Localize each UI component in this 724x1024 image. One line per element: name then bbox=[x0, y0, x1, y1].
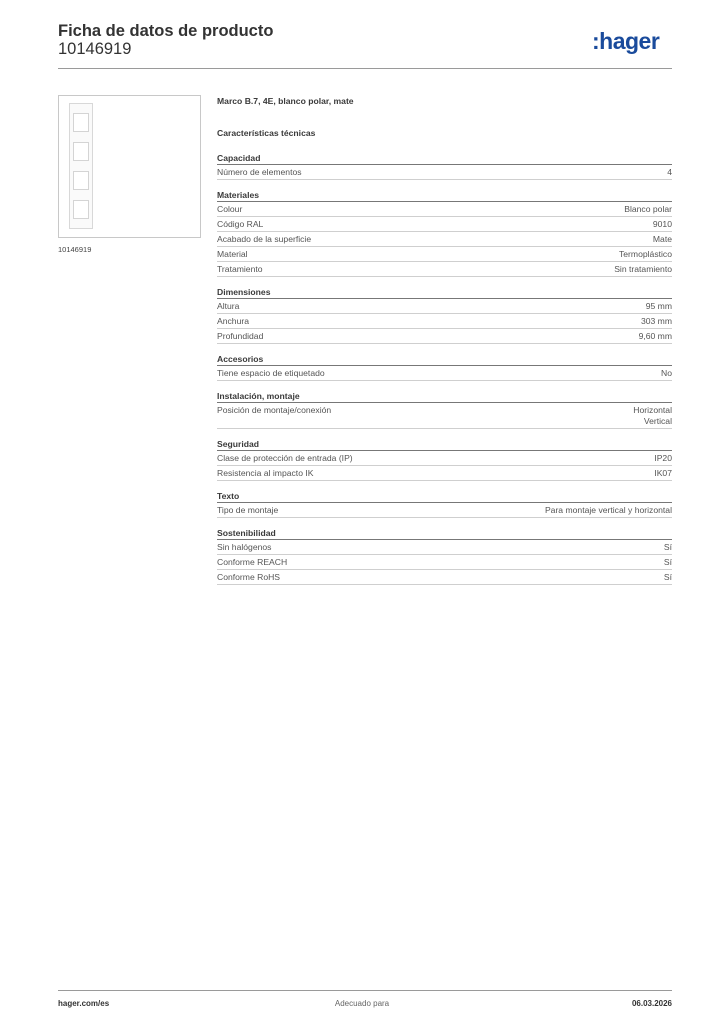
spec-value-line: Vertical bbox=[643, 416, 672, 426]
spec-value-line: Mate bbox=[652, 234, 672, 244]
section-title: Seguridad bbox=[217, 438, 672, 451]
spec-section bbox=[217, 490, 672, 518]
spec-value bbox=[646, 301, 672, 312]
frame-illustration bbox=[69, 103, 93, 229]
section-title: Instalación, montaje bbox=[217, 390, 672, 403]
spec-value bbox=[667, 167, 672, 178]
spec-row bbox=[217, 503, 672, 518]
spec-row bbox=[217, 540, 672, 555]
spec-label: Tratamiento bbox=[217, 264, 263, 274]
spec-value-line: 4 bbox=[667, 167, 672, 177]
spec-row bbox=[217, 403, 672, 429]
spec-label: Tipo de montaje bbox=[217, 505, 279, 515]
spec-sections bbox=[217, 152, 672, 585]
spec-value-line: 95 mm bbox=[645, 301, 672, 311]
spec-label: Conforme RoHS bbox=[217, 572, 281, 582]
spec-label: Número de elementos bbox=[217, 167, 302, 177]
spec-label: Código RAL bbox=[217, 219, 264, 229]
tech-heading: Características técnicas bbox=[217, 128, 316, 138]
spec-value bbox=[545, 505, 672, 516]
frame-slot bbox=[73, 142, 89, 161]
spec-value-line: Termoplástico bbox=[618, 249, 672, 259]
spec-section bbox=[217, 390, 672, 429]
spec-label: Acabado de la superficie bbox=[217, 234, 312, 244]
spec-value-line: Horizontal bbox=[633, 405, 672, 415]
product-code: 10146919 bbox=[58, 40, 132, 58]
page-title: Ficha de datos de producto bbox=[58, 22, 274, 40]
spec-row bbox=[217, 202, 672, 217]
spec-label: Colour bbox=[217, 204, 243, 214]
frame-slot bbox=[73, 113, 89, 132]
spec-section bbox=[217, 527, 672, 585]
spec-label: Profundidad bbox=[217, 331, 264, 341]
spec-section bbox=[217, 286, 672, 344]
spec-value-line: Sí bbox=[663, 542, 672, 552]
spec-value-line: Sí bbox=[663, 572, 672, 582]
spec-row bbox=[217, 262, 672, 277]
spec-label: Conforme REACH bbox=[217, 557, 288, 567]
spec-row bbox=[217, 570, 672, 585]
footer-suitable-for: Adecuado para bbox=[334, 999, 390, 1008]
spec-value-line: 9010 bbox=[652, 219, 672, 229]
spec-value bbox=[664, 572, 672, 583]
spec-value bbox=[641, 316, 672, 327]
spec-value bbox=[654, 453, 672, 464]
spec-row bbox=[217, 466, 672, 481]
spec-value bbox=[624, 204, 672, 215]
spec-row bbox=[217, 314, 672, 329]
spec-row bbox=[217, 247, 672, 262]
spec-row bbox=[217, 555, 672, 570]
spec-value-line: Sí bbox=[663, 557, 672, 567]
spec-row bbox=[217, 451, 672, 466]
spec-section bbox=[217, 189, 672, 277]
spec-row bbox=[217, 299, 672, 314]
section-title: Sostenibilidad bbox=[217, 527, 672, 540]
spec-value bbox=[664, 542, 672, 553]
spec-content bbox=[217, 96, 672, 594]
spec-value bbox=[654, 468, 672, 479]
spec-row bbox=[217, 366, 672, 381]
spec-value bbox=[653, 219, 672, 230]
spec-section bbox=[217, 438, 672, 481]
section-title: Dimensiones bbox=[217, 286, 672, 299]
spec-label: Posición de montaje/conexión bbox=[217, 405, 332, 415]
frame-slot bbox=[73, 200, 89, 219]
spec-row bbox=[217, 232, 672, 247]
hager-logo: :hager bbox=[592, 28, 660, 54]
spec-value-line: No bbox=[661, 368, 672, 378]
product-name: Marco B.7, 4E, blanco polar, mate bbox=[217, 96, 354, 106]
spec-value-line: IK07 bbox=[654, 468, 672, 478]
spec-value bbox=[633, 405, 672, 427]
spec-value-line: IP20 bbox=[654, 453, 672, 463]
section-title: Materiales bbox=[217, 189, 672, 202]
footer-date: 06.03.2026 bbox=[631, 999, 672, 1008]
header-divider bbox=[58, 68, 672, 69]
spec-label: Clase de protección de entrada (IP) bbox=[217, 453, 353, 463]
spec-row bbox=[217, 329, 672, 344]
section-title: Accesorios bbox=[217, 353, 672, 366]
spec-label: Resistencia al impacto IK bbox=[217, 468, 314, 478]
section-title: Texto bbox=[217, 490, 672, 503]
footer-divider bbox=[58, 990, 672, 991]
frame-slot bbox=[73, 171, 89, 190]
spec-label: Altura bbox=[217, 301, 240, 311]
spec-value bbox=[653, 234, 672, 245]
spec-label: Material bbox=[217, 249, 248, 259]
spec-value-line: Blanco polar bbox=[624, 204, 672, 214]
spec-row bbox=[217, 165, 672, 180]
spec-value-line: 303 mm bbox=[640, 316, 672, 326]
spec-section bbox=[217, 353, 672, 381]
product-image bbox=[58, 95, 201, 238]
spec-value-line: Sin tratamiento bbox=[614, 264, 672, 274]
spec-row bbox=[217, 217, 672, 232]
section-title: Capacidad bbox=[217, 152, 672, 165]
footer-website: hager.com/es bbox=[58, 999, 110, 1008]
spec-section bbox=[217, 152, 672, 180]
spec-label: Anchura bbox=[217, 316, 250, 326]
spec-label: Sin halógenos bbox=[217, 542, 272, 552]
spec-value bbox=[619, 249, 672, 260]
spec-value-line: 9,60 mm bbox=[638, 331, 672, 341]
spec-value-line: Para montaje vertical y horizontal bbox=[544, 505, 672, 515]
spec-value bbox=[664, 557, 672, 568]
spec-value bbox=[614, 264, 672, 275]
image-caption: 10146919 bbox=[58, 245, 92, 254]
spec-value bbox=[639, 331, 672, 342]
spec-value bbox=[661, 368, 672, 379]
spec-label: Tiene espacio de etiquetado bbox=[217, 368, 325, 378]
